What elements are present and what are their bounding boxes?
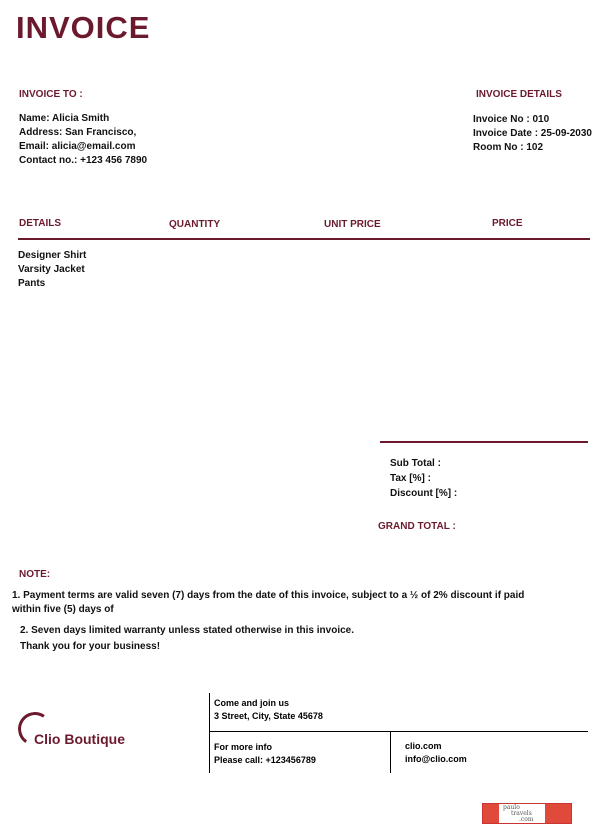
- grand-total-label: GRAND TOTAL :: [378, 521, 456, 532]
- note-item-1-line-2: within five (5) days of: [12, 604, 114, 615]
- list-item: Designer Shirt: [18, 250, 87, 261]
- stamp-text-3: .com: [519, 816, 534, 823]
- customer-address: Address: San Francisco,: [19, 127, 137, 138]
- invoice-number: Invoice No : 010: [473, 114, 550, 125]
- footer-join-title: Come and join us: [214, 698, 290, 708]
- brand-name: Clio Boutique: [34, 731, 125, 747]
- invoice-details-heading: INVOICE DETAILS: [476, 89, 562, 100]
- note-heading: NOTE:: [19, 569, 51, 580]
- footer-website-link[interactable]: clio.com: [405, 741, 442, 751]
- invoice-to-block: [19, 112, 147, 168]
- totals-block: [390, 456, 457, 501]
- note-item-1-line-1: 1. Payment terms are valid seven (7) days from the date of this invoice, subject to a ½ of 2% discount if paid: [12, 590, 525, 601]
- watermark-stamp: [482, 803, 572, 824]
- stamp-text-2: travels: [511, 810, 532, 817]
- customer-contact: Contact no.: +123 456 7890: [19, 155, 148, 166]
- col-details-header: DETAILS: [19, 218, 62, 229]
- col-price-header: PRICE: [492, 218, 523, 229]
- list-item: Pants: [18, 278, 46, 289]
- col-quantity-header: QUANTITY: [169, 219, 221, 230]
- table-header-rule: [18, 238, 590, 240]
- footer-divider-horizontal: [209, 731, 588, 732]
- thank-you-text: Thank you for your business!: [20, 641, 161, 652]
- items-list: [18, 249, 86, 291]
- footer-phone: Please call: +123456789: [214, 755, 316, 765]
- note-item-2: 2. Seven days limited warranty unless stated otherwise in this invoice.: [20, 625, 355, 636]
- totals-rule: [380, 441, 588, 443]
- col-unit-price-header: UNIT PRICE: [324, 219, 381, 230]
- invoice-details-block: [473, 113, 596, 155]
- footer-join: [214, 697, 323, 723]
- footer-info-title: For more info: [214, 742, 272, 752]
- invoice-date: Invoice Date : 25-09-2030: [473, 128, 592, 139]
- footer-email-link[interactable]: info@clio.com: [405, 754, 467, 764]
- sub-total-label: Sub Total :: [390, 458, 441, 469]
- stamp-text-1: paulo: [503, 804, 520, 811]
- footer-info: [214, 741, 316, 767]
- footer-divider-left: [209, 693, 210, 773]
- customer-name: Name: Alicia Smith: [19, 113, 110, 124]
- room-number: Room No : 102: [473, 142, 544, 153]
- footer-contact: [405, 740, 467, 766]
- customer-email: Email: alicia@email.com: [19, 141, 136, 152]
- list-item: Varsity Jacket: [18, 264, 85, 275]
- invoice-to-heading: INVOICE TO :: [19, 89, 83, 100]
- invoice-title: INVOICE: [16, 10, 151, 45]
- discount-label: Discount [%] :: [390, 488, 458, 499]
- footer-divider-right: [390, 731, 391, 773]
- footer-address: 3 Street, City, State 45678: [214, 711, 323, 721]
- tax-label: Tax [%] :: [390, 473, 431, 484]
